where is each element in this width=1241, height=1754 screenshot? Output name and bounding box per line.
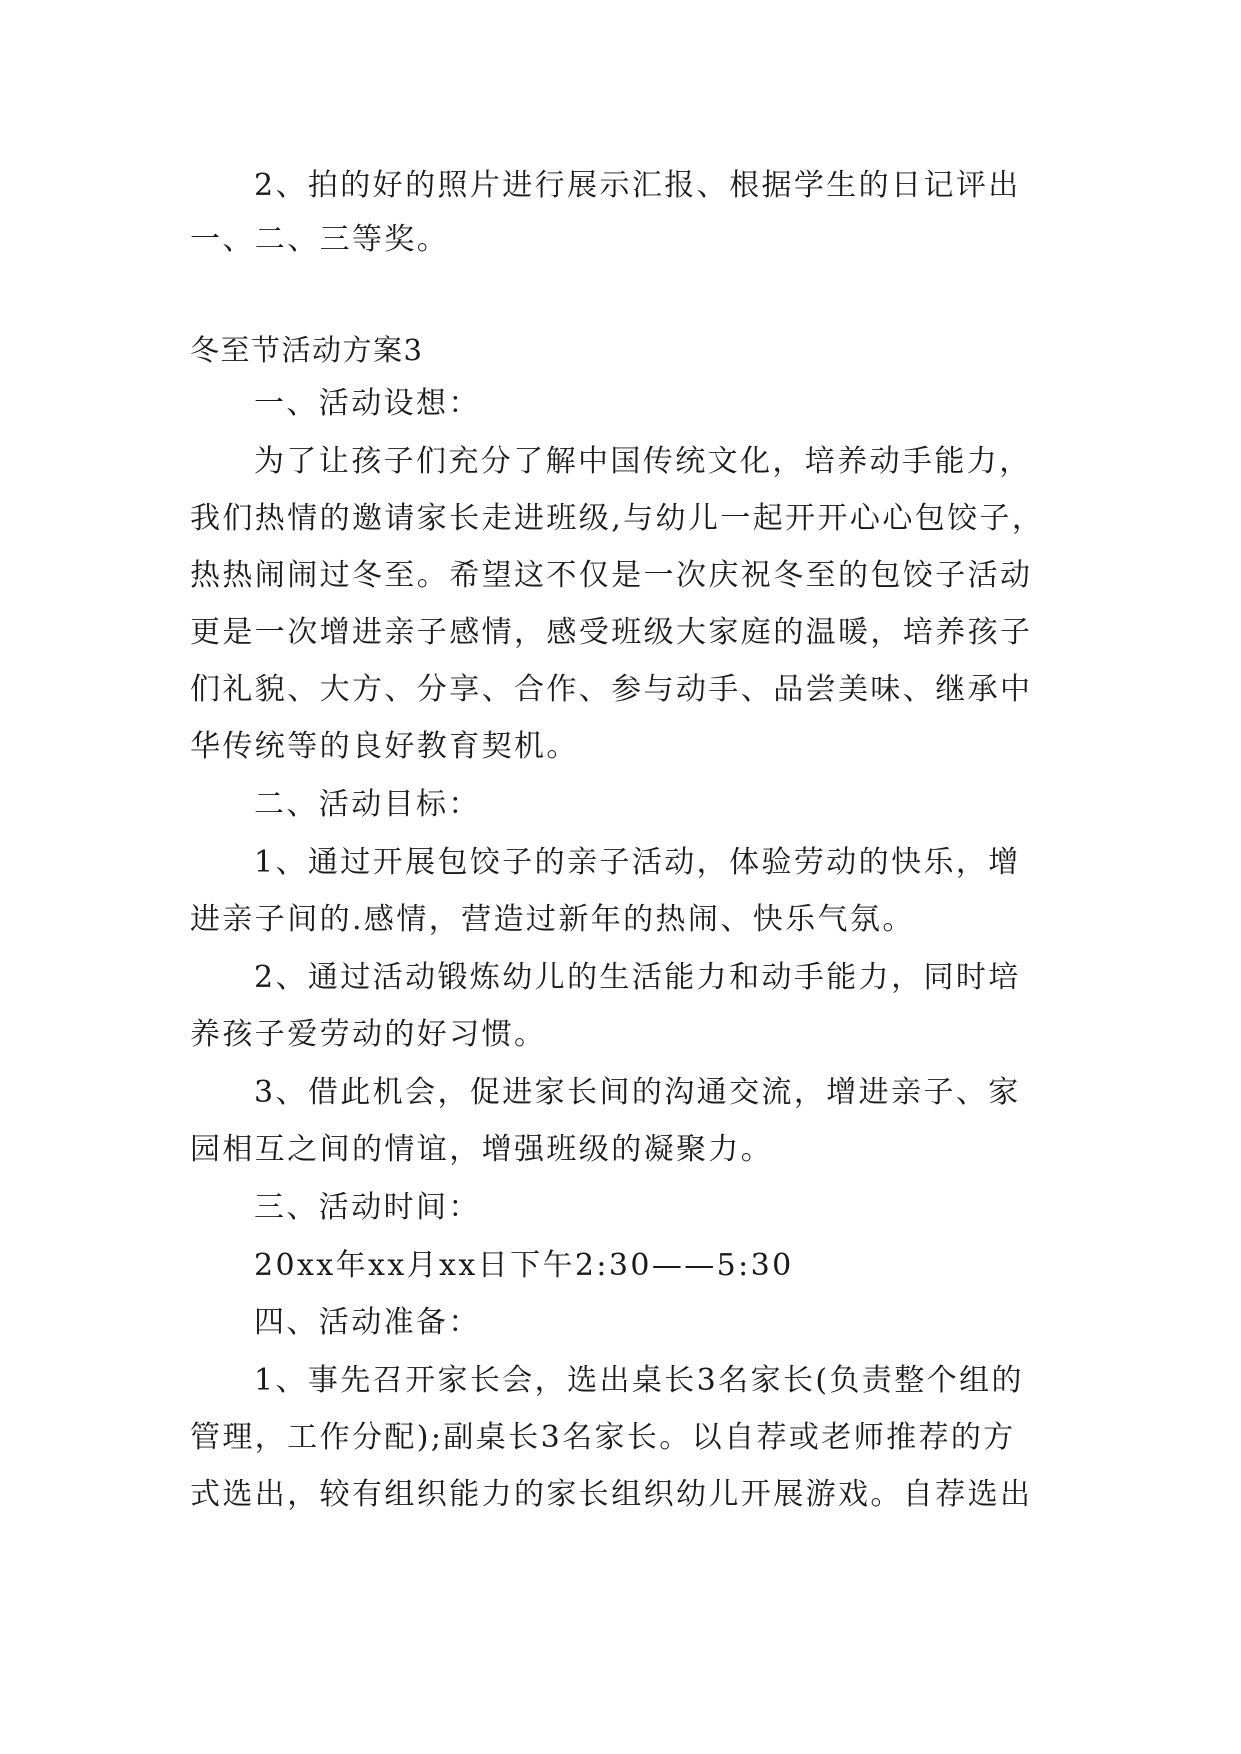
text-line: 热热闹闹过冬至。希望这不仅是一次庆祝冬至的包饺子活动 (190, 558, 1033, 593)
text-line: 管理，工作分配);副桌长3名家长。以自荐或老师推荐的方 (190, 1420, 1016, 1455)
text-line: 更是一次增进亲子感情，感受班级大家庭的温暖，培养孩子 (190, 615, 1033, 650)
text-line: 华传统等的良好教育契机。 (190, 729, 579, 764)
heading-activity-goals: 二、活动目标： (254, 787, 481, 822)
heading-activity-time: 三、活动时间： (254, 1190, 481, 1225)
text-line: 2、拍的好的照片进行展示汇报、根据学生的日记评出 (254, 168, 1021, 203)
text-line: 1、事先召开家长会，选出桌长3名家长(负责整个组的 (254, 1363, 1024, 1398)
text-line: 我们热情的邀请家长走进班级,与幼儿一起开开心心包饺子， (190, 501, 1045, 536)
heading-activity-preparation: 四、活动准备： (254, 1305, 481, 1340)
text-line: 式选出，较有组织能力的家长组织幼儿开展游戏。自荐选出 (190, 1477, 1033, 1512)
text-line: 进亲子间的.感情，营造过新年的热闹、快乐气氛。 (190, 902, 915, 937)
section-title: 冬至节活动方案3 (190, 333, 424, 367)
text-line: 2、通过活动锻炼幼儿的生活能力和动手能力，同时培 (254, 960, 1021, 995)
text-line: 3、借此机会，促进家长间的沟通交流，增进亲子、家 (254, 1075, 1021, 1110)
text-line: 们礼貌、大方、分享、合作、参与动手、品尝美味、继承中 (190, 672, 1033, 707)
activity-time-value: 20xx年xx月xx日下午2:30——5:30 (254, 1248, 794, 1283)
text-line: 园相互之间的情谊，增强班级的凝聚力。 (190, 1132, 774, 1167)
heading-activity-concept: 一、活动设想： (254, 386, 481, 421)
text-line: 一、二、三等奖。 (190, 222, 450, 257)
text-line: 1、通过开展包饺子的亲子活动，体验劳动的快乐，增 (254, 845, 1021, 880)
text-line: 为了让孩子们充分了解中国传统文化，培养动手能力， (254, 444, 1032, 479)
text-line: 养孩子爱劳动的好习惯。 (190, 1017, 547, 1052)
